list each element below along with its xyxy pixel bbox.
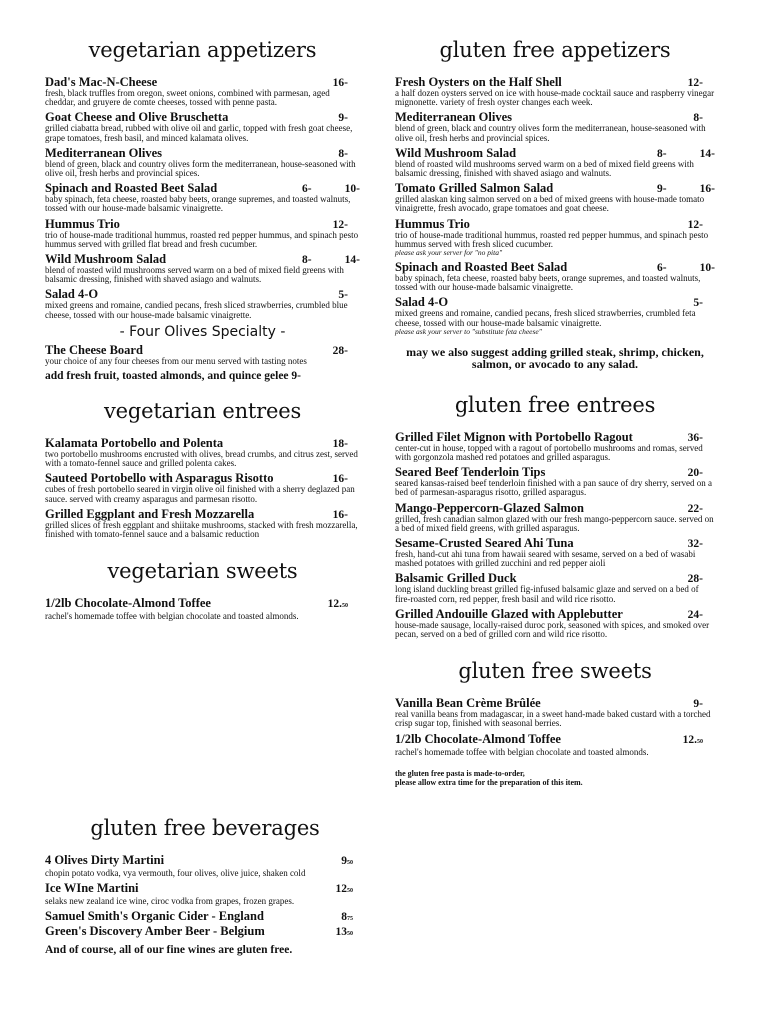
- item-name: Mediterranean Olives: [45, 145, 162, 160]
- item-description: fresh, black truffles from oregon, sweet onions, combined with parmesan, aged cheddar, and gruyere de comte cheeses, tossed with penne pasta.: [45, 88, 330, 108]
- item-name: Wild Mushroom Salad: [45, 252, 167, 267]
- item-description: real vanilla beans from madagascar, in a sweet hand-made baked custard with a torched crisp sugar top, finished with seasonal berries.: [395, 709, 711, 729]
- pasta-footnote-line2: please allow extra time for the preparation of this item.: [395, 777, 583, 787]
- item-description: grilled slices of fresh eggplant and shiitake mushrooms, stacked with fresh mozzarella, finished with tomato-fennel sauce and a balsamic reduction: [45, 519, 358, 540]
- item-description: a half dozen oysters served on ice with house-made cocktail sauce and raspberry vinegar mignonette. variety of fresh oyster changes each week.: [395, 88, 715, 108]
- item-price-large: 14-: [344, 254, 360, 267]
- item-price: 28-: [332, 344, 348, 357]
- item-name: Spinach and Roasted Beet Salad: [45, 181, 218, 196]
- menu-item: [45, 508, 360, 539]
- menu-item: [395, 502, 715, 533]
- item-name: Sesame-Crusted Seared Ahi Tuna: [395, 536, 574, 551]
- menu-item: [45, 253, 360, 284]
- menu-item: [45, 76, 360, 107]
- right-column: [395, 36, 715, 787]
- item-price: 8-: [693, 112, 703, 125]
- item-description: grilled, fresh canadian salmon glazed with our fresh mango-peppercorn sauce. served on a bed of mixed field greens, with grilled asparagus.: [395, 513, 714, 533]
- menu-item: [395, 76, 715, 107]
- item-description: blend of green, black and country olives form the mediterranean, house-seasoned with olive oil, fresh herbs and provincial spices.: [395, 123, 706, 143]
- item-description: trio of house-made traditional hummus, roasted red pepper hummus, and spinach pesto hummus served with fresh sliced cucumber.: [395, 229, 709, 249]
- item-name: Goat Cheese and Olive Bruschetta: [45, 110, 229, 125]
- section-title-gluten-free-beverages: gluten free beverages: [90, 816, 320, 840]
- beverage-item: [45, 854, 365, 878]
- item-price: 1350: [335, 926, 353, 939]
- item-name: Dad's Mac-N-Cheese: [45, 75, 158, 89]
- menu-item: [45, 437, 360, 468]
- item-name: Spinach and Roasted Beet Salad: [395, 260, 568, 275]
- specialty-heading: - Four Olives Specialty -: [119, 323, 286, 340]
- item-name: 1/2lb Chocolate-Almond Toffee: [45, 596, 211, 611]
- item-description: blend of roasted wild mushrooms served warm on a bed of mixed field greens with balsamic dressing, finished with shaved asiago and walnuts.: [45, 265, 344, 285]
- item-name: Green's Discovery Amber Beer - Belgium: [45, 924, 265, 939]
- item-price: 5-: [338, 289, 348, 302]
- section-title-vegetarian-sweets: vegetarian sweets: [107, 559, 298, 584]
- section-title-gluten-free-entrees: gluten free entrees: [454, 392, 656, 417]
- item-price: 12-: [687, 77, 703, 89]
- item-name: Fresh Oysters on the Half Shell: [395, 75, 562, 89]
- item-description: your choice of any four cheeses from our menu served with tasting notes: [45, 355, 307, 366]
- menu-item: [395, 261, 715, 292]
- menu-item: [45, 597, 360, 621]
- item-price-small: 6-: [657, 262, 667, 275]
- menu-item: [395, 296, 715, 335]
- item-note: please ask your server to "substitute feta cheese": [395, 326, 542, 336]
- item-price: 8-: [338, 147, 348, 160]
- item-price-pair: [657, 148, 715, 160]
- item-price: 12.50: [327, 598, 348, 611]
- item-description: mixed greens and romaine, candied pecans, fresh sliced strawberries, crumbled feta cheese, tossed with our house-made balsamic vinaigrette.: [395, 308, 696, 328]
- menu-item: [395, 608, 715, 639]
- item-name: Salad 4-O: [395, 295, 449, 310]
- item-price-small: 9-: [657, 183, 667, 196]
- item-name: 1/2lb Chocolate-Almond Toffee: [395, 731, 561, 746]
- item-price-large: 10-: [344, 183, 360, 196]
- item-name: Vanilla Bean Crème Brûlée: [395, 696, 541, 711]
- item-name: Grilled Andouille Glazed with Applebutter: [395, 606, 623, 621]
- menu-item: [45, 111, 360, 142]
- item-name: Hummus Trio: [395, 216, 470, 231]
- item-description: grilled ciabatta bread, rubbed with olive oil and garlic, topped with fresh goat cheese, grape tomatoes, fresh basil, and minced kalamata olives.: [45, 123, 353, 143]
- beverage-item: [45, 925, 365, 940]
- beverage-item: [45, 910, 365, 925]
- item-description: mixed greens and romaine, candied pecans, fresh sliced strawberries, crumbled blue cheese, tossed with our house-made balsamic vinaigrette.: [45, 300, 348, 320]
- item-price: 24-: [687, 608, 703, 621]
- section-title-gluten-free-sweets: gluten free sweets: [458, 659, 652, 684]
- item-name: Wild Mushroom Salad: [395, 145, 517, 160]
- menu-item: [395, 147, 715, 178]
- item-description: house-made sausage, locally-raised duroc pork, seasoned with spices, and smoked over pecan, served on a bed of grilled corn and wild rice risotto.: [395, 619, 710, 640]
- item-price: 9-: [693, 698, 703, 711]
- item-name: Grilled Eggplant and Fresh Mozzarella: [45, 506, 255, 521]
- menu-item: [45, 472, 360, 503]
- item-price: 18-: [332, 438, 348, 451]
- item-price-small: 6-: [302, 183, 312, 196]
- menu-item: [395, 431, 715, 462]
- item-name: Ice WIne Martini: [45, 881, 139, 896]
- item-price: 16-: [332, 473, 348, 486]
- item-description: blend of green, black and country olives form the mediterranean, house-seasoned with olive oil, fresh herbs and provincial spices.: [45, 158, 356, 179]
- beverages-section: [45, 814, 365, 957]
- item-note: please ask your server for "no pita": [395, 248, 503, 258]
- item-name: Tomato Grilled Salmon Salad: [395, 181, 554, 196]
- pasta-footnote-line1: the gluten free pasta is made-to-order,: [395, 768, 525, 778]
- menu-item: [395, 466, 715, 497]
- item-description: cubes of fresh portobello seared in virgin olive oil finished with a sherry deglazed pan sauce. served with creamy asparagus and parmesan risotto.: [45, 484, 355, 504]
- item-price-large: 10-: [699, 262, 715, 275]
- item-name: Balsamic Grilled Duck: [395, 571, 517, 586]
- item-description: baby spinach, feta cheese, roasted baby beets, orange supremes, and toasted walnuts, tossed with our house-made balsamic vinaigrette.: [45, 194, 351, 214]
- item-price: 875: [341, 911, 353, 924]
- item-description: grilled alaskan king salmon served on a bed of mixed greens with house-made tomato vinaigrette, fresh avocado, grape tomatoes and goat cheese.: [395, 194, 705, 214]
- item-price: 950: [341, 855, 353, 867]
- item-description: rachel's homemade toffee with belgian chocolate and toasted almonds.: [395, 746, 649, 757]
- item-description: seared kansas-raised beef tenderloin finished with a pan sauce of dry sherry, served on a bed of parmesan-asparagus risotto, grilled asparagus.: [395, 478, 713, 498]
- item-name: Seared Beef Tenderloin Tips: [395, 465, 546, 480]
- item-price: 1250: [335, 883, 353, 896]
- item-name: Mediterranean Olives: [395, 110, 512, 125]
- menu-item: [395, 697, 715, 728]
- item-description: rachel's homemade toffee with belgian chocolate and toasted almonds.: [45, 611, 299, 622]
- menu-item: [395, 537, 715, 568]
- item-name: Grilled Filet Mignon with Portobello Ragout: [395, 429, 633, 444]
- item-name: Hummus Trio: [45, 216, 120, 231]
- item-price: 5-: [693, 297, 703, 310]
- item-price: 22-: [687, 502, 703, 515]
- item-name: 4 Olives Dirty Martini: [45, 853, 165, 867]
- item-name: Samuel Smith's Organic Cider - England: [45, 909, 264, 924]
- item-price: 32-: [687, 538, 703, 551]
- item-price: 12.50: [682, 733, 703, 746]
- menu-item-cheese-board: [45, 344, 360, 366]
- item-description: center-cut in house, topped with a ragout of portobello mushrooms and romas, served with gorgonzola mashed red potatoes and grilled asparagus.: [395, 442, 703, 463]
- wines-closing-line: And of course, all of our fine wines are gluten free.: [45, 944, 293, 957]
- item-name: The Cheese Board: [45, 342, 143, 357]
- menu-item: [395, 218, 715, 257]
- item-description: fresh, hand-cut ahi tuna from hawaii seared with sesame, served on a bed of wasabi mashed potatoes with grilled zucchini and red pepper aioli: [395, 549, 696, 569]
- item-name: Kalamata Portobello and Polenta: [45, 436, 224, 451]
- menu-item: [395, 572, 715, 603]
- item-name: Mango-Peppercorn-Glazed Salmon: [395, 500, 584, 515]
- item-description: selaks new zealand ice wine, ciroc vodka from grapes, frozen grapes.: [45, 896, 295, 907]
- menu-item: [45, 182, 360, 213]
- section-title-vegetarian-appetizers: vegetarian appetizers: [88, 38, 317, 62]
- salad-addon-suggestion: may we also suggest adding grilled steak, shrimp, chicken, salmon, or avocado to any salad.: [406, 344, 704, 372]
- item-price: 16-: [332, 508, 348, 521]
- item-name: Sauteed Portobello with Asparagus Risotto: [45, 471, 274, 486]
- item-description: baby spinach, feta cheese, roasted baby beets, orange supremes, and toasted walnuts, tossed with our house-made balsamic vinaigrette.: [395, 273, 701, 293]
- section-title-vegetarian-entrees: vegetarian entrees: [103, 399, 302, 424]
- item-description: blend of roasted wild mushrooms served warm on a bed of mixed field greens with balsamic dressing, finished with shaved asiago and walnuts.: [395, 158, 694, 179]
- item-price-large: 16-: [699, 183, 715, 196]
- item-price: 12-: [687, 218, 703, 231]
- item-price-small: 8-: [302, 254, 312, 267]
- item-price: 12-: [332, 218, 348, 231]
- menu-item: [395, 111, 715, 142]
- item-price: 36-: [687, 431, 703, 444]
- menu-item: [395, 733, 715, 757]
- item-price: 28-: [687, 573, 703, 586]
- menu-item: [45, 147, 360, 178]
- item-description: two portobello mushrooms encrusted with olives, bread crumbs, and citrus zest, served with a tomato-fennel sauce and grilled polenta cakes.: [45, 449, 358, 469]
- item-description: trio of house-made traditional hummus, roasted red pepper hummus, and spinach pesto hummus served with grilled flat bread and fresh cucumber.: [45, 229, 359, 249]
- item-price: 16-: [332, 77, 348, 89]
- item-price-small: 8-: [657, 147, 667, 160]
- item-description: long island duckling breast grilled fig-infused balsamic glaze and served on a bed of fire-roasted corn, red pepper, fresh basil and wild rice risotto.: [395, 584, 699, 604]
- section-title-gluten-free-appetizers: gluten free appetizers: [439, 38, 671, 62]
- item-price: 9-: [338, 112, 348, 125]
- left-column: [45, 36, 360, 625]
- item-description: chopin potato vodka, vya vermouth, four olives, olive juice, shaken cold: [45, 868, 306, 878]
- item-price-large: 14-: [699, 147, 715, 160]
- item-name: Salad 4-O: [45, 287, 99, 302]
- menu-item: [45, 288, 360, 319]
- menu-item: [395, 182, 715, 213]
- item-price: 20-: [687, 467, 703, 480]
- beverage-item: [45, 882, 365, 906]
- menu-item: [45, 218, 360, 249]
- cheese-board-addon: add fresh fruit, toasted almonds, and quince gelee 9-: [45, 370, 301, 383]
